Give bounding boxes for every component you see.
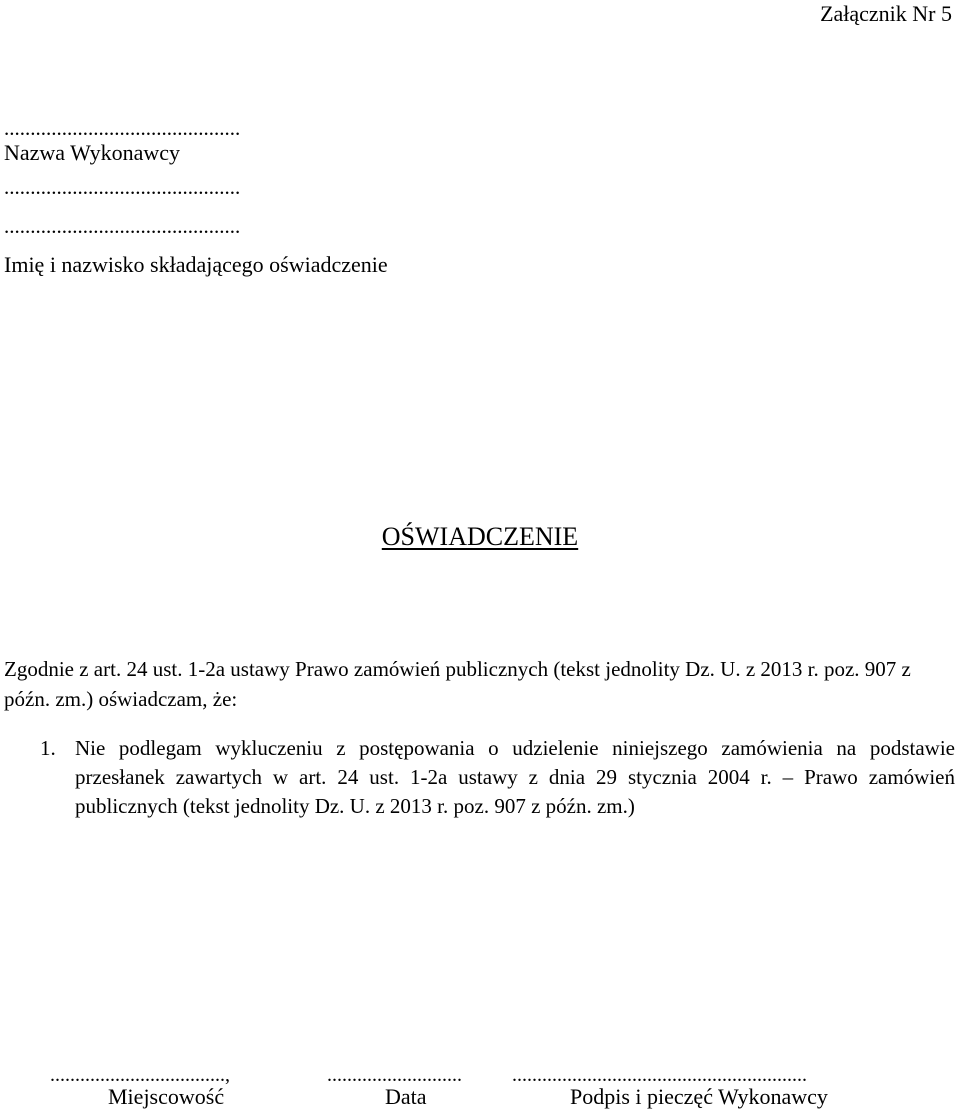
signer-name-label: Imię i nazwisko składającego oświadczenie <box>4 252 388 277</box>
place-dots: ..................................., <box>50 1064 230 1086</box>
date-label: Data <box>385 1084 427 1109</box>
statement-item-1 <box>40 734 955 821</box>
contractor-dots-line-2: ............................................. <box>4 175 241 199</box>
signature-dots: ........................................................... <box>512 1064 807 1086</box>
statement-item-number: 1. <box>40 736 56 760</box>
intro-paragraph: Zgodnie z art. 24 ust. 1-2a ustawy Prawo zamówień publicznych (tekst jednolity Dz. U. z 2013 r. poz. 907 z późn. zm.) oświadczam, że: <box>4 657 911 711</box>
attachment-number: Załącznik Nr 5 <box>820 1 952 26</box>
signer-name-dots: ............................................. <box>4 214 241 238</box>
place-label: Miejscowość <box>108 1084 225 1109</box>
contractor-name-label: Nazwa Wykonawcy <box>4 140 181 165</box>
signature-label: Podpis i pieczęć Wykonawcy <box>570 1084 828 1109</box>
statement-item-text: Nie podlegam wykluczeniu z postępowania o udzielenie niniejszego zamówienia na podstawie przesłanek zawartych w art. 24 ust. 1-2a ustawy z dnia 29 stycznia 2004 r. – Prawo zamówień publicznych (tekst jednolity Dz. U. z 2013 r. poz. 907 z późn. zm.) <box>75 736 955 818</box>
page-title: OŚWIADCZENIE <box>381 522 579 551</box>
contractor-name-dots: ............................................. <box>4 116 241 140</box>
date-dots: ........................... <box>327 1064 462 1086</box>
